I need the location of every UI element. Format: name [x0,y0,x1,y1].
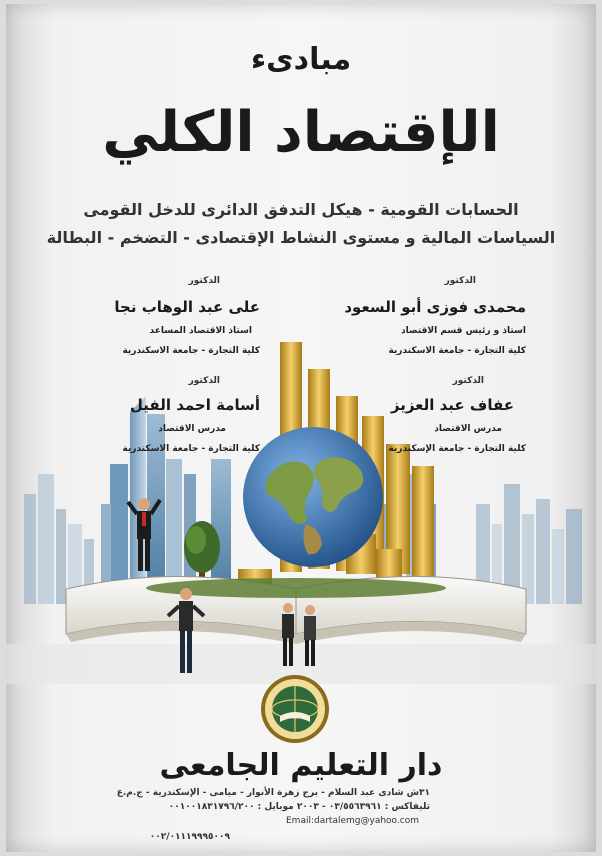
publisher-phones: تليفاكس : ٠٣/٥٥٦٣٩٦١ - ٢٠٠٣ موبايل : ٠٠١٠٠١٨٣١٧٩٦/٢٠٠ [168,802,430,812]
book-cover [6,4,596,852]
publisher-email: Email:dartalemg@yahoo.com [286,816,419,826]
author-affiliation: كلية التجارة - جامعة الإسكندرية [388,444,526,454]
title-prefix: مبادىء [250,42,352,77]
author-title: الدكتور [452,376,484,386]
subtitle-line-1: الحسابات القومية - هيكل التدفق الدائرى للدخل القومى [83,200,519,219]
globe [243,427,383,567]
author-name: أسامة احمد الفيل [129,396,260,414]
author-title: الدكتور [188,276,220,286]
publisher-mobile: ٠٠٢/٠١١١٩٩٩٥٠٠٩ [149,832,230,842]
book-title: الإقتصاد الكلي [102,100,500,165]
author-position: مدرس الاقتصاد [434,424,502,434]
author-affiliation: كلية التجارة - جامعة الاسكندرية [388,346,526,356]
author-name: عفاف عبد العزيز [390,396,514,414]
author-affiliation: كلية التجارة - جامعة الاسكندرية [122,444,260,454]
author-title: الدكتور [444,276,476,286]
author-position: استاذ الاقتصاد المساعد [149,326,252,336]
publisher-address: ٣١ش شادى عبد السلام - برج زهرة الأنوار - ميامى - الإسكندرية - ج.م.ع [116,788,430,798]
author-title: الدكتور [188,376,220,386]
open-book [66,577,526,645]
author-affiliation: كلية التجارة - جامعة الاسكندرية [122,346,260,356]
author-name: محمدى فوزى أبو السعود [344,298,526,316]
publisher-name: دار التعليم الجامعى [159,748,443,783]
author-position: استاذ و رئيس قسم الاقتصاد [400,326,526,336]
author-position: مدرس الاقتصاد [158,424,226,434]
author-name: على عبد الوهاب نجا [114,298,260,316]
publisher-logo-icon [261,675,329,743]
subtitle-line-2: السياسات المالية و مستوى النشاط الإقتصادى - التضخم - البطالة [46,228,556,247]
